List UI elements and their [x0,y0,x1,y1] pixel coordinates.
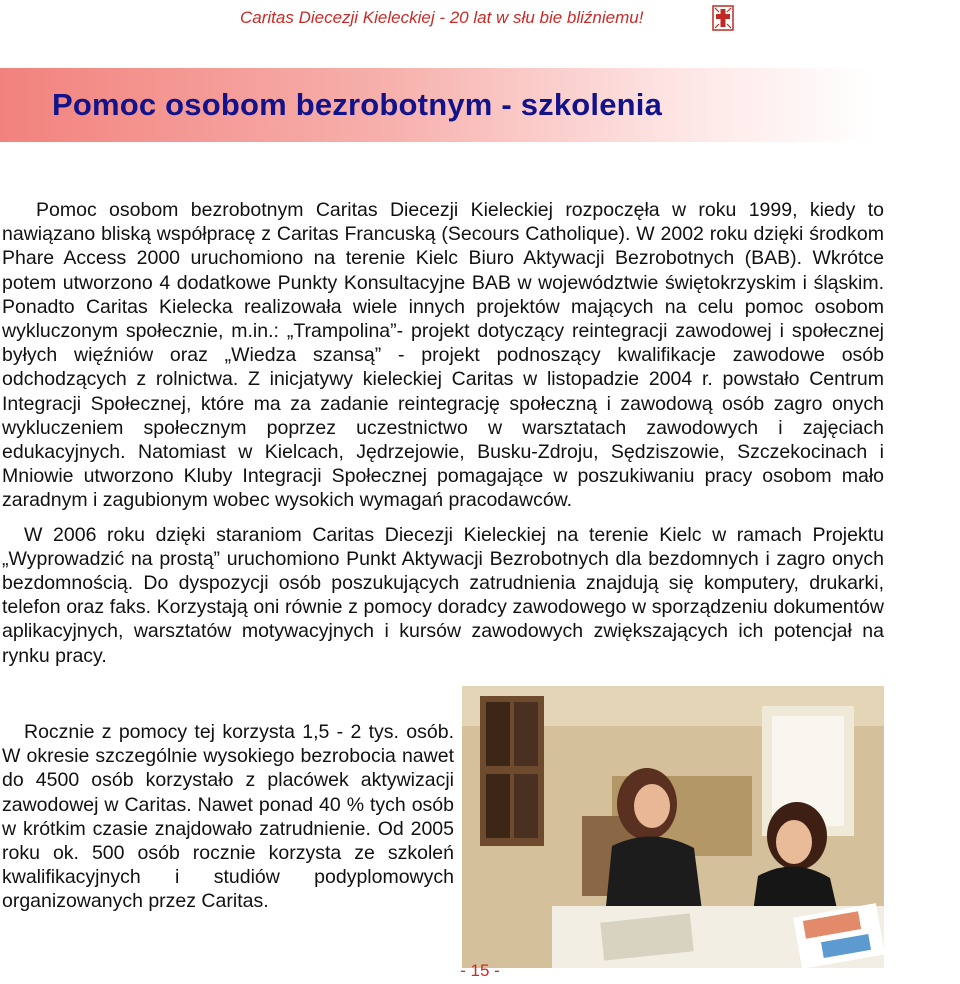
page-number: - 15 - [460,961,500,980]
training-photo [462,686,884,968]
section-title-band [0,68,874,142]
paragraph-2006-project: W 2006 roku dzięki staraniom Caritas Diecezji Kieleckiej na terenie Kielc w ramach Projektu „Wyprowadzić na prostą” uruchomiono Punkt Aktywacji Bezrobotnych dla bezdomnych i zagro onych bezdomnością. Do dyspozycji osób poszukujących zatrudnienia znajdują się komputery, drukarki, telefon oraz faks. Korzystają oni równie z pomocy doradcy zawodowego w sporządzeniu dokumentów aplikacyjnych, warsztatów motywacyjnych i kursów zawodowych zwiększających ich potencjał na rynku pracy. [2,523,884,667]
page-title: Pomoc osobom bezrobotnym - szkolenia [52,87,663,122]
running-header-title: Caritas Diecezji Kieleckiej - 20 lat w słu bie bliźniemu! [240,8,644,27]
training-photo-image [462,686,884,968]
caritas-logo-icon [712,5,734,31]
paragraph-statistics: Rocznie z pomocy tej korzysta 1,5 - 2 tys. osób. W okresie szczególnie wysokiego bezrobocia nawet do 4500 osób korzystało z placówek aktywizacji zawodowej w Caritas. Nawet ponad 40 % tych osób w krótkim czasie znajdowało zatrudnienie. Od 2005 roku ok. 500 osób rocznie korzysta ze szkoleń kwalifikacyjnych i studiów podyplomowych organizowanych przez Caritas. [2,721,454,913]
article-body [2,198,884,668]
paragraph-history: Pomoc osobom bezrobotnym Caritas Diecezji Kieleckiej rozpoczęła w roku 1999, kiedy to nawiązano bliską współpracę z Caritas Francuską (Secours Catholique). W 2002 roku dzięki środkom Phare Access 2000 uruchomiono na terenie Kielc Biuro Aktywacji Bezrobotnych (BAB). Wkrótce potem utworzono 4 dodatkowe Punkty Konsultacyjne BAB w województwie świętokrzyskim i śląskim. Ponadto Caritas Kielecka realizowała wiele innych projektów mających na celu pomoc osobom wykluczonym społecznie, m.in.: „Trampolina”- projekt dotyczący reintegracji zawodowej i społecznej byłych więźniów oraz „Wiedza szansą” - projekt podnoszący kwalifikacje zawodowe osób odchodzących z rolnictwa. Z inicjatywy kieleckiej Caritas w listopadzie 2004 r. powstało Centrum Integracji Społecznej, które ma za zadanie reintegrację społeczną i zawodową osób zagro onych wykluczeniem społecznym poprzez uczestnictwo w warsztatach zawodowych i zajęciach edukacyjnych. Natomiast w Kielcach, Jędrzejowie, Busku-Zdroju, Sędziszowie, Szczekocinach i Mniowie utworzono Kluby Integracji Społecznej pomagające w poszukiwaniu pracy osobom mało zaradnym i zagubionym wobec wysokich wymagań pracodawców. [2,199,884,512]
lower-text-column [2,720,454,914]
